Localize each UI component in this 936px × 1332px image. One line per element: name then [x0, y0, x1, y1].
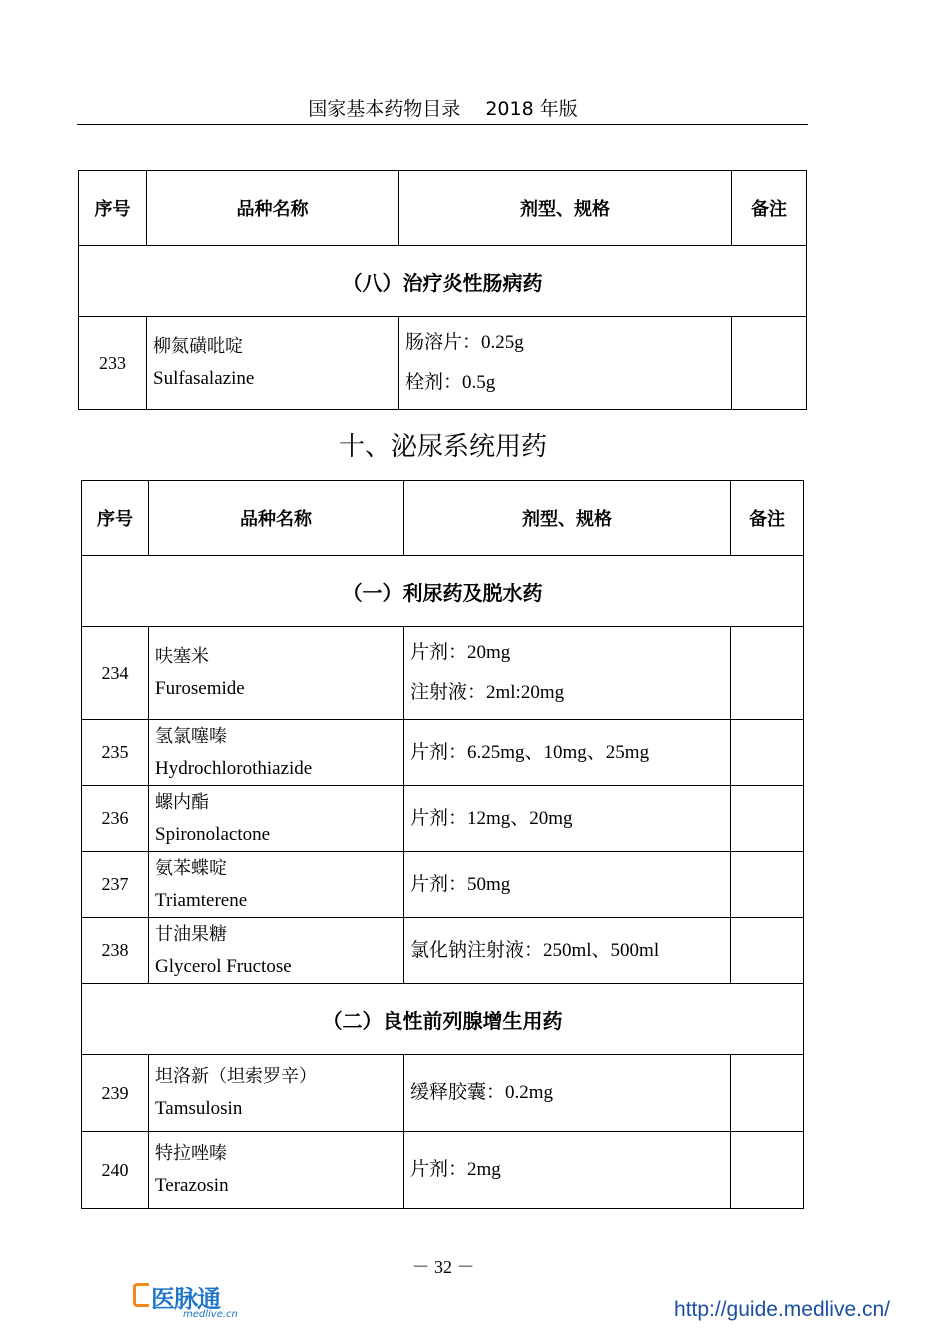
header-name: 品种名称: [149, 481, 404, 556]
drug-name-cn: 螺内酯: [155, 791, 209, 813]
header-no: 序号: [82, 481, 149, 556]
table-header-row: [79, 171, 807, 246]
drug-spec: [404, 852, 731, 918]
drug-name-cn: 氨苯蝶啶: [155, 857, 227, 879]
header-name: 品种名称: [147, 171, 399, 246]
drug-name: [149, 1055, 404, 1132]
row-number: 240: [82, 1132, 149, 1209]
logo-mark-icon: [133, 1283, 149, 1307]
header-rule: [77, 124, 808, 125]
drug-name: [149, 918, 404, 984]
table-row: [79, 317, 807, 410]
drug-name-en: Glycerol Fructose: [155, 955, 292, 977]
spec-line: 片剂：2mg: [410, 1159, 501, 1180]
spec-line: 注射液：2ml:20mg: [410, 682, 565, 703]
section-title: （二）良性前列腺增生用药: [82, 984, 804, 1055]
drug-spec: [404, 720, 731, 786]
header-spec: 剂型、规格: [399, 171, 732, 246]
drug-name-en: Tamsulosin: [155, 1098, 243, 1119]
drug-name-en: Spironolactone: [155, 823, 271, 845]
spec-line: 肠溶片：0.25g: [405, 332, 524, 353]
drug-table-1: [78, 170, 807, 410]
drug-name: [149, 786, 404, 852]
drug-name-cn: 坦洛新（坦索罗辛）: [155, 1066, 317, 1087]
drug-note: [731, 720, 804, 786]
drug-name-cn: 呋塞米: [155, 646, 209, 667]
row-number: 236: [82, 786, 149, 852]
section-title: （八）治疗炎性肠病药: [79, 246, 807, 317]
table-row: [82, 627, 804, 720]
table-row: [82, 786, 804, 852]
drug-name: [149, 852, 404, 918]
table-row: [82, 852, 804, 918]
drug-name-cn: 氢氯噻嗪: [155, 725, 227, 747]
spec-line: 片剂：50mg: [410, 873, 511, 895]
medlive-logo: [133, 1279, 243, 1325]
table-row: [82, 1055, 804, 1132]
header-spec: 剂型、规格: [404, 481, 731, 556]
table-row: [82, 918, 804, 984]
header-note: 备注: [732, 171, 807, 246]
row-number: 237: [82, 852, 149, 918]
table-header-row: [82, 481, 804, 556]
drug-name-cn: 柳氮磺吡啶: [153, 336, 243, 357]
drug-spec: [404, 1055, 731, 1132]
header-note: 备注: [731, 481, 804, 556]
drug-spec: [404, 786, 731, 852]
chapter-title: 十、泌尿系统用药: [338, 432, 547, 462]
row-number: 239: [82, 1055, 149, 1132]
spec-line: 片剂：20mg: [410, 642, 511, 663]
drug-name-en: Terazosin: [155, 1175, 229, 1196]
row-number: 233: [79, 317, 147, 410]
table-row: [82, 720, 804, 786]
drug-name: [149, 627, 404, 720]
spec-line: 栓剂：0.5g: [405, 372, 496, 393]
drug-name-cn: 特拉唑嗪: [155, 1143, 227, 1164]
row-number: 234: [82, 627, 149, 720]
drug-name: [149, 720, 404, 786]
drug-name-en: Hydrochlorothiazide: [155, 757, 313, 779]
logo-subtext: medlive.cn: [183, 1309, 238, 1320]
section-title: （一）利尿药及脱水药: [82, 556, 804, 627]
table-row: [82, 1132, 804, 1209]
drug-spec: [399, 317, 732, 410]
drug-name-cn: 甘油果糖: [155, 923, 227, 945]
drug-spec: [404, 1132, 731, 1209]
drug-name: [147, 317, 399, 410]
drug-name: [149, 1132, 404, 1209]
drug-name-en: Triamterene: [155, 889, 248, 911]
logo-text: 医脉通: [151, 1285, 220, 1313]
drug-note: [731, 627, 804, 720]
drug-note: [731, 1132, 804, 1209]
drug-table-2: [81, 480, 804, 1209]
row-number: 235: [82, 720, 149, 786]
drug-name-en: Sulfasalazine: [153, 368, 255, 389]
drug-note: [732, 317, 807, 410]
spec-line: 缓释胶囊：0.2mg: [410, 1082, 554, 1103]
footer-url-link[interactable]: http://guide.medlive.cn/: [674, 1298, 890, 1321]
spec-line: 片剂：12mg、20mg: [410, 807, 573, 829]
header-no: 序号: [79, 171, 147, 246]
section-row: [79, 246, 807, 317]
drug-note: [731, 852, 804, 918]
spec-line: 片剂：6.25mg、10mg、25mg: [410, 741, 650, 763]
drug-spec: [404, 627, 731, 720]
drug-name-en: Furosemide: [155, 678, 245, 699]
section-row: [82, 984, 804, 1055]
page-header-title: 国家基本药物目录 2018 年版: [308, 98, 578, 120]
drug-note: [731, 786, 804, 852]
row-number: 238: [82, 918, 149, 984]
spec-line: 氯化钠注射液：250ml、500ml: [410, 939, 660, 961]
drug-spec: [404, 918, 731, 984]
drug-note: [731, 1055, 804, 1132]
section-row: [82, 556, 804, 627]
drug-note: [731, 918, 804, 984]
page-number: － 32 －: [411, 1257, 475, 1277]
